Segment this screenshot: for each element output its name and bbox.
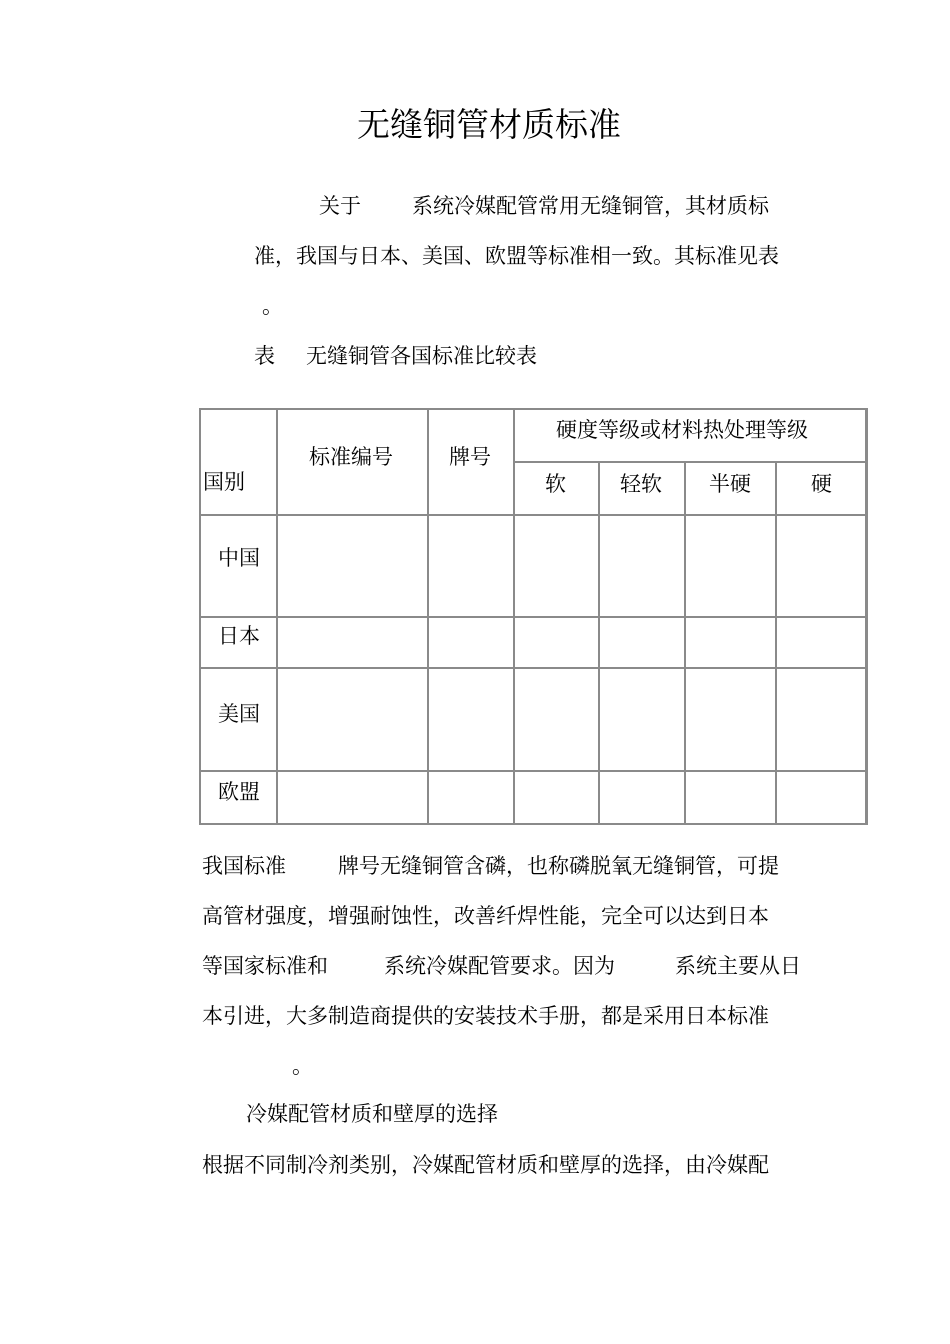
hardness-light-soft: 轻软	[620, 472, 662, 496]
body-text: 等国家标准和	[202, 954, 328, 978]
hardness-hard: 硬	[811, 472, 832, 496]
intro-text: 。	[262, 294, 283, 318]
table-header-standard: 标准编号	[309, 445, 393, 469]
table-header-country: 国别	[203, 470, 245, 494]
row-label-usa: 美国	[218, 702, 260, 726]
table-caption: 无缝铜管各国标准比较表	[306, 344, 537, 368]
section-heading: 冷媒配管材质和壁厚的选择	[246, 1102, 498, 1126]
intro-text: 系统冷媒配管常用无缝铜管，其材质标	[412, 194, 769, 218]
hardness-soft: 软	[545, 472, 566, 496]
intro-text: 关于	[319, 194, 361, 218]
intro-text: 准，我国与日本、美国、欧盟等标准相一致。其标准见表	[254, 244, 779, 268]
table-caption-label: 表	[254, 344, 275, 368]
row-label-china: 中国	[218, 546, 260, 570]
row-label-eu: 欧盟	[218, 780, 260, 804]
body-text: 我国标准	[202, 854, 286, 878]
table-header-grade: 牌号	[449, 445, 491, 469]
body-text: 本引进，大多制造商提供的安装技术手册，都是采用日本标准	[202, 1004, 769, 1028]
body-text: 牌号无缝铜管含磷，也称磷脱氧无缝铜管，可提	[338, 854, 779, 878]
body-text: 系统主要从日	[675, 954, 801, 978]
document-title: 无缝铜管材质标准	[357, 105, 621, 144]
body-text: 。	[292, 1054, 313, 1078]
standards-table	[199, 408, 868, 825]
row-label-japan: 日本	[218, 624, 260, 648]
body-text: 系统冷媒配管要求。因为	[384, 954, 615, 978]
body-text: 高管材强度，增强耐蚀性，改善纤焊性能，完全可以达到日本	[202, 904, 769, 928]
body-text: 根据不同制冷剂类别，冷媒配管材质和壁厚的选择，由冷媒配	[202, 1153, 769, 1177]
hardness-half-hard: 半硬	[709, 472, 751, 496]
table-header-hardness: 硬度等级或材料热处理等级	[556, 418, 808, 442]
